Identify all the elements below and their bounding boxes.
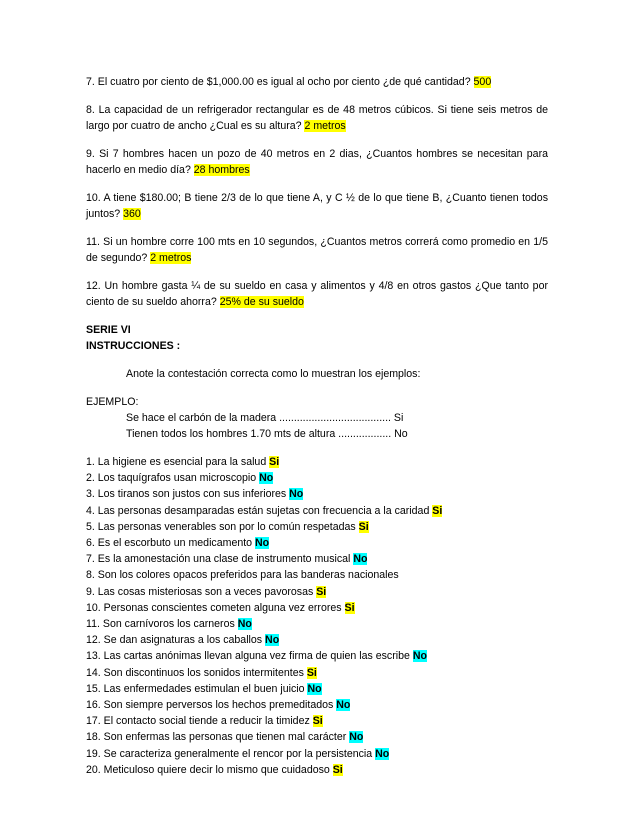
problem-paragraph (86, 190, 548, 222)
series-title: SERIE VI (86, 324, 131, 336)
answer-highlight: 500 (473, 76, 492, 88)
question-text: 15. Las enfermedades estimulan el buen juicio (86, 682, 308, 695)
list-item (86, 454, 548, 470)
example-line: Tienen todos los hombres 1.70 mts de altura .................. No (126, 428, 408, 440)
question-text: 12. Se dan asignaturas a los caballos (86, 634, 266, 647)
answer-highlight: 25% de su sueldo (219, 296, 304, 308)
answer-highlight: No (237, 618, 252, 631)
answer-highlight: Si (432, 504, 443, 517)
question-text: 3. Los tiranos son justos con sus inferiores (86, 488, 290, 501)
problem-paragraph (86, 74, 548, 90)
list-item (86, 567, 548, 583)
document-page (86, 74, 548, 778)
list-item (86, 681, 548, 697)
question-text: 5. Las personas venerables son por lo común respetadas (86, 520, 359, 533)
question-text: 9. Las cosas misteriosas son a veces pavorosas (86, 585, 317, 598)
list-item (86, 648, 548, 664)
list-item (86, 503, 548, 519)
question-text: 13. Las cartas anónimas llevan alguna vez firma de quien las escribe (86, 650, 413, 663)
question-text: 4. Las personas desamparadas están sujetas con frecuencia a la caridad (86, 504, 433, 517)
answer-highlight: No (412, 650, 427, 663)
problem-text: 10. A tiene $180.00; B tiene 2/3 de lo que tiene A, y C ½ de lo que tiene B, ¿Cuanto tienen todos juntos? (86, 192, 548, 220)
list-item (86, 600, 548, 616)
answer-highlight: Si (358, 520, 369, 533)
problem-text: 8. La capacidad de un refrigerador rectangular es de 48 metros cúbicos. Si tiene seis metros de largo por cuatro de ancho ¿Cual es su altura? (86, 104, 548, 132)
question-text: 14. Son discontinuos los sonidos intermitentes (86, 666, 307, 679)
answer-highlight: No (289, 488, 304, 501)
problem-paragraph (86, 102, 548, 134)
list-item (86, 519, 548, 535)
instructions-label: INSTRUCCIONES : (86, 340, 181, 352)
list-item (86, 729, 548, 745)
list-item (86, 697, 548, 713)
list-item (86, 486, 548, 502)
list-item (86, 632, 548, 648)
answer-highlight: Si (312, 715, 323, 728)
list-item (86, 746, 548, 762)
answer-highlight: Si (344, 601, 355, 614)
example-line: Se hace el carbón de la madera ...................................... Si (126, 412, 404, 424)
problem-text: 9. Si 7 hombres hacen un pozo de 40 metros en 2 dias, ¿Cuantos hombres se necesitan para hacerlo en medio día? (86, 148, 548, 176)
question-text: 17. El contacto social tiende a reducir la timidez (86, 715, 313, 728)
list-item (86, 584, 548, 600)
list-item (86, 551, 548, 567)
answer-highlight: 28 hombres (193, 164, 250, 176)
answer-highlight: No (349, 731, 364, 744)
instructions-text: Anote la contestación correcta como lo muestran los ejemplos: (126, 368, 421, 380)
problem-text: 7. El cuatro por ciento de $1,000.00 es igual al ocho por ciento ¿de qué cantidad? (86, 76, 474, 88)
answer-highlight: 2 metros (304, 120, 346, 132)
question-text: 16. Son siempre perversos los hechos premeditados (86, 699, 337, 712)
problem-list (86, 74, 548, 310)
list-item (86, 713, 548, 729)
list-item (86, 665, 548, 681)
answer-highlight: Si (306, 666, 317, 679)
problem-text: 11. Si un hombre corre 100 mts en 10 segundos, ¿Cuantos metros correrá como promedio en 1/5 de segundo? (86, 236, 548, 264)
question-text: 18. Son enfermas las personas que tienen mal carácter (86, 731, 350, 744)
answer-highlight: No (353, 553, 368, 566)
answer-highlight: No (336, 699, 351, 712)
answer-highlight: 360 (123, 208, 141, 220)
problem-text: 12. Un hombre gasta ¼ de su sueldo en casa y alimentos y 4/8 en otros gastos ¿Que tanto por ciento de su sueldo ahorra? (86, 280, 548, 308)
question-text: 8. Son los colores opacos preferidos para las banderas nacionales (86, 569, 399, 582)
problem-paragraph (86, 278, 548, 310)
question-text: 2. Los taquígrafos usan microscopio (86, 472, 260, 485)
answer-highlight: No (375, 747, 390, 760)
question-text: 6. Es el escorbuto un medicamento (86, 537, 256, 550)
list-item (86, 535, 548, 551)
problem-paragraph (86, 146, 548, 178)
answer-highlight: Si (269, 456, 280, 468)
answer-highlight: No (265, 634, 280, 647)
answer-highlight: Si (316, 585, 327, 598)
list-item (86, 762, 548, 778)
list-item (86, 616, 548, 632)
answer-highlight: No (255, 537, 270, 550)
question-text: 1. La higiene es esencial para la salud (86, 456, 270, 468)
question-text: 11. Son carnívoros los carneros (86, 618, 238, 631)
list-item (86, 470, 548, 486)
answer-highlight: No (307, 682, 322, 695)
question-list (86, 454, 548, 778)
question-text: 7. Es la amonestación una clase de instrumento musical (86, 553, 354, 566)
question-text: 10. Personas conscientes cometen alguna vez errores (86, 601, 345, 614)
example-label: EJEMPLO: (86, 396, 139, 408)
question-text: 19. Se caracteriza generalmente el rencor por la persistencia (86, 747, 376, 760)
question-text: 20. Meticuloso quiere decir lo mismo que cuidadoso (86, 763, 333, 776)
problem-paragraph (86, 234, 548, 266)
answer-highlight: No (259, 472, 274, 485)
answer-highlight: 2 metros (150, 252, 192, 264)
answer-highlight: Si (332, 763, 343, 776)
